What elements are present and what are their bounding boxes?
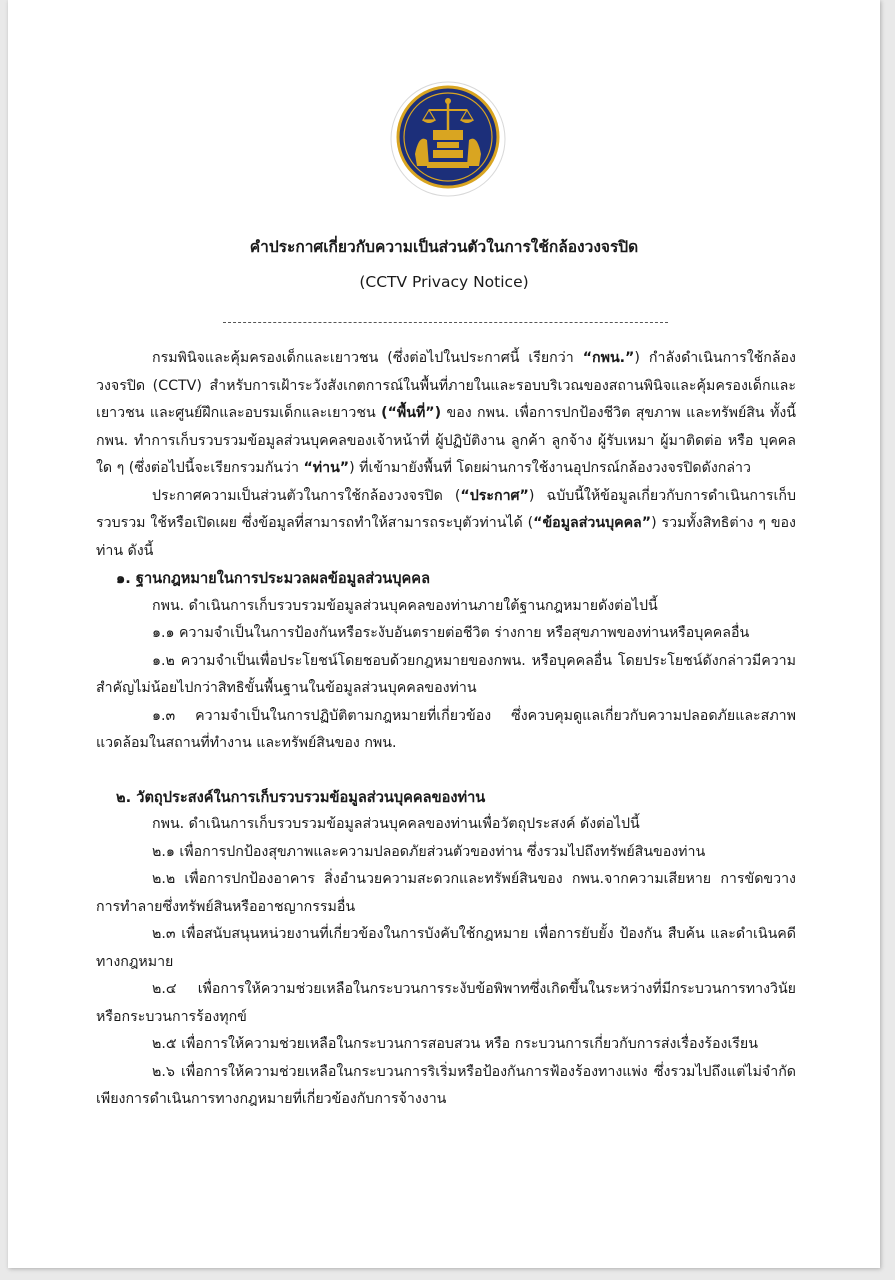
page-title: คำประกาศเกี่ยวกับความเป็นส่วนตัวในการใช้กล้องวงจรปิด — [249, 238, 639, 256]
section-2-item: ๒.๕ เพื่อการให้ความช่วยเหลือในกระบวนการสอบสวน หรือ กระบวนการเกี่ยวกับการส่งเรื่องร้องเรียน — [152, 1036, 758, 1052]
section-2-lead: กพน. ดำเนินการเก็บรวบรวมข้อมูลส่วนบุคคลของท่านเพื่อวัตถุประสงค์ ดังต่อไปนี้ — [152, 816, 640, 832]
department-seal-logo — [389, 80, 507, 198]
section-2-item: ๒.๔ เพื่อการให้ความช่วยเหลือในกระบวนการระงับข้อพิพาทซึ่งเกิดขึ้นในระหว่างที่มีกระบวนการทางวินัยหรือกระบวนการร้องทุกข์ — [96, 981, 796, 1025]
section-1-heading: ๑. ฐานกฎหมายในการประมวลผลข้อมูลส่วนบุคคล — [116, 570, 431, 587]
section-2-item: ๒.๖ เพื่อการให้ความช่วยเหลือในกระบวนการริเริ่มหรือป้องกันการฟ้องร้องทางแพ่ง ซึ่งรวมไปถึงแต่ไม่จำกัดเพียงการดำเนินการทางกฎหมายที่เกี่ยวข้องกับการจ้างงาน — [96, 1063, 796, 1107]
section-2-heading: ๒. วัตถุประสงค์ในการเก็บรวบรวมข้อมูลส่วนบุคคลของท่าน — [116, 788, 486, 806]
section-1-item: ๑.๒ ความจำเป็นเพื่อประโยชน์โดยชอบด้วยกฎหมายของกพน. หรือบุคคลอื่น โดยประโยชน์ดังกล่าวมีความสำคัญไม่น้อยไปกว่าสิทธิขั้นพื้นฐานในข้อมูลส่วนบุคคลของท่าน — [96, 652, 796, 696]
section-2-item: ๒.๒ เพื่อการปกป้องอาคาร สิ่งอำนวยความสะดวกและทรัพย์สินของ กพน.จากความเสียหาย การขัดขวาง การทำลายซึ่งทรัพย์สินหรืออาชญากรรมอื่น — [96, 871, 796, 915]
notice-body — [96, 345, 796, 1114]
section-1-item: ๑.๓ ความจำเป็นในการปฏิบัติตามกฎหมายที่เกี่ยวข้อง ซึ่งควบคุมดูแลเกี่ยวกับความปลอดภัยและสภาพแวดล้อมในสถานที่ทำงาน และทรัพย์สินของ กพน. — [96, 707, 796, 751]
intro-paragraph-1: กรมพินิจและคุ้มครองเด็กและเยาวชน (ซึ่งต่อไปในประกาศนี้ เรียกว่า “กพน.”) กำลังดำเนินการใช้กล้องวงจรปิด (CCTV) สำหรับการเฝ้าระวังสังเกตการณ์ในพื้นที่ภายในและรอบบริเวณของสถานพินิจและคุ้มครองเด็กและเยาวชน และศูนย์ฝึกและอบรมเด็กและเยาวชน (“พื้นที่”) ของ กพน. เพื่อการปกป้องชีวิต สุขภาพ และทรัพย์สิน ทั้งนี้ กพน. ทำการเก็บรวบรวมข้อมูลส่วนบุคคลของเจ้าหน้าที่ ผู้ปฏิบัติงาน ลูกค้า ลูกจ้าง ผู้รับเหมา ผู้มาติดต่อ หรือ บุคคลใด ๆ (ซึ่งต่อไปนี้จะเรียกรวมกันว่า “ท่าน”) ที่เข้ามายังพื้นที่ โดยผ่านการใช้งานอุปกรณ์กล้องวงจรปิดดังกล่าว — [96, 350, 796, 476]
section-2-item: ๒.๑ เพื่อการปกป้องสุขภาพและความปลอดภัยส่วนตัวของท่าน ซึ่งรวมไปถึงทรัพย์สินของท่าน — [152, 843, 706, 860]
page-subtitle: (CCTV Privacy Notice) — [359, 273, 529, 291]
intro-paragraph-2: ประกาศความเป็นส่วนตัวในการใช้กล้องวงจรปิด (“ประกาศ”) ฉบับนี้ให้ข้อมูลเกี่ยวกับการดำเนินการเก็บรวบรวม ใช้หรือเปิดเผย ซึ่งข้อมูลที่สามารถทำให้สามารถระบุตัวท่านได้ (“ข้อมูลส่วนบุคคล”) รวมทั้งสิทธิต่าง ๆ ของท่าน ดังนี้ — [96, 487, 796, 559]
document-page — [8, 0, 880, 1268]
section-2-item: ๒.๓ เพื่อสนับสนุนหน่วยงานที่เกี่ยวข้องในการบังคับใช้กฎหมาย เพื่อการยับยั้ง ป้องกัน สืบค้น และดำเนินคดีทางกฎหมาย — [96, 926, 796, 970]
dashed-divider — [223, 322, 668, 323]
section-gap — [96, 758, 796, 784]
seal-icon — [389, 80, 507, 198]
section-1-item: ๑.๑ ความจำเป็นในการป้องกันหรือระงับอันตรายต่อชีวิต ร่างกาย หรือสุขภาพของท่านหรือบุคคลอื่น — [152, 625, 750, 641]
section-1-lead: กพน. ดำเนินการเก็บรวบรวมข้อมูลส่วนบุคคลของท่านภายใต้ฐานกฎหมายดังต่อไปนี้ — [152, 597, 658, 614]
